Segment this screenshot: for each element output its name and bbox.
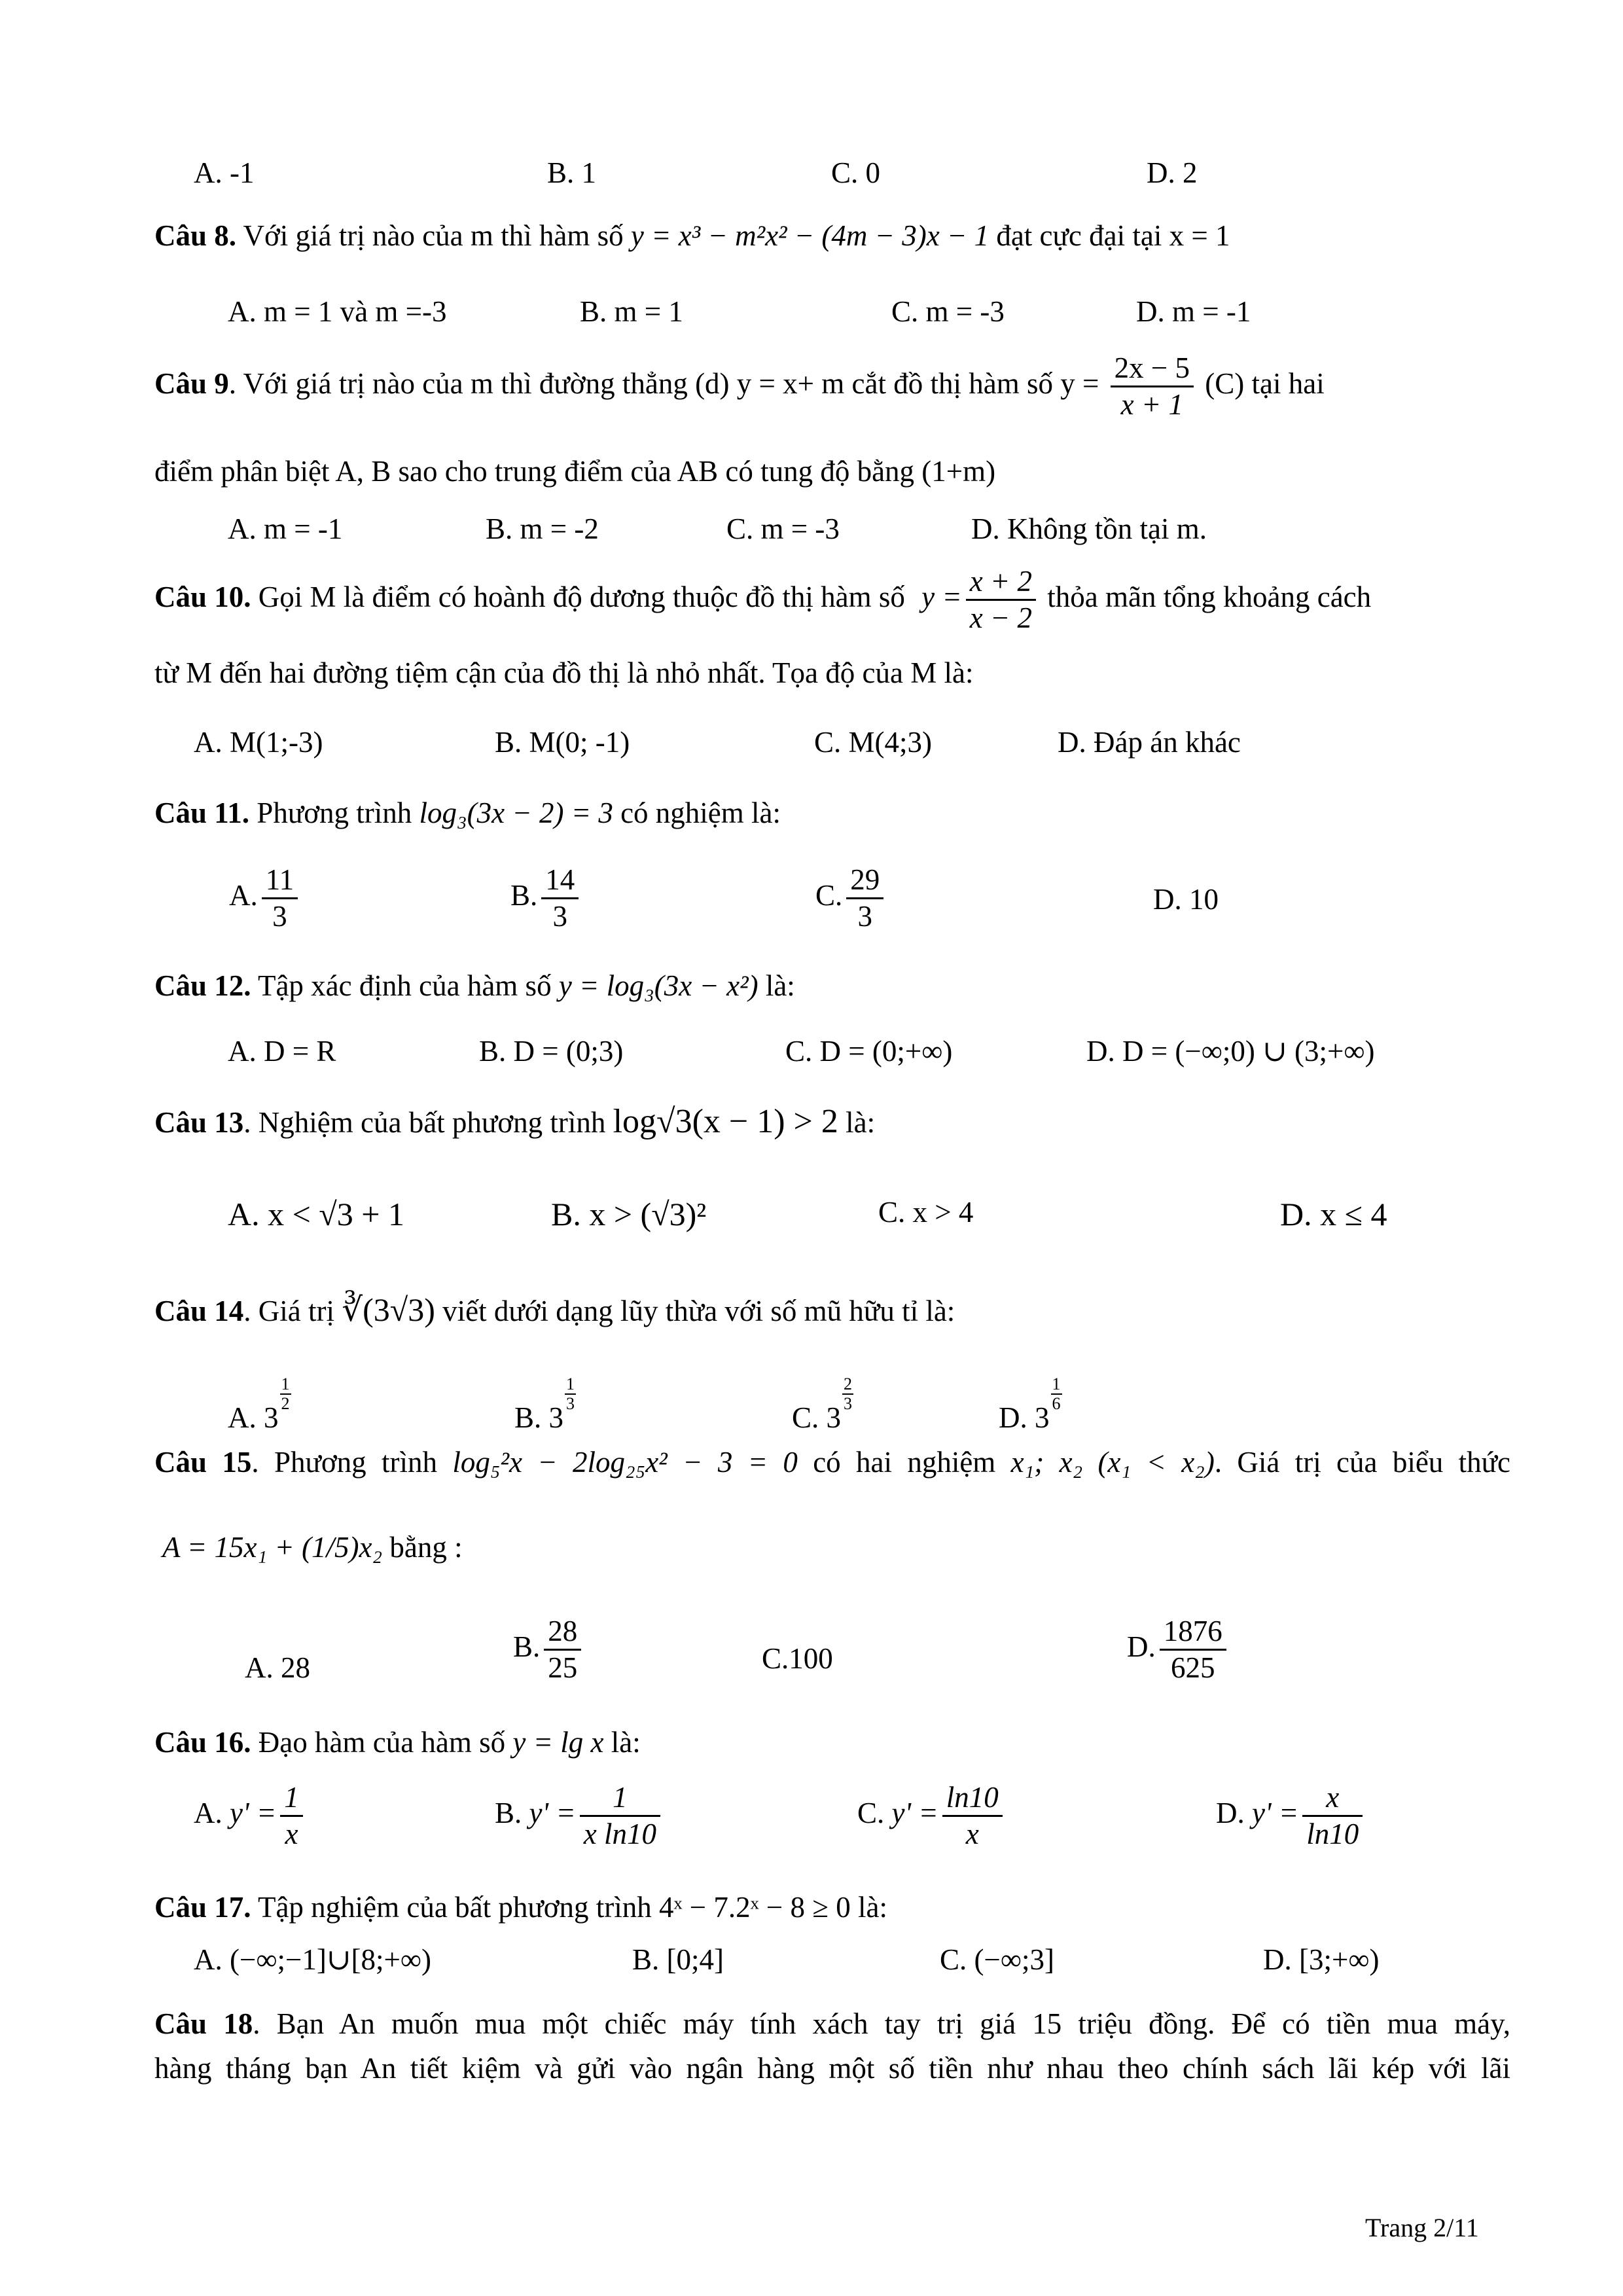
question-16 — [154, 1728, 641, 1757]
denominator: x — [285, 1818, 298, 1850]
q11-option-b — [510, 865, 582, 931]
option-letter: A. — [228, 1401, 257, 1434]
numerator: x + 2 — [966, 567, 1036, 601]
q12-option-a: A. D = R — [228, 1035, 336, 1067]
formula: y' = — [230, 1796, 277, 1829]
question-text: Tập xác định của hàm số — [257, 969, 552, 1002]
fraction — [846, 865, 883, 931]
numerator: 1 — [580, 1783, 660, 1817]
q10-option-c: C. M(4;3) — [814, 726, 932, 759]
q8-option-b: B. m = 1 — [580, 295, 683, 328]
q17-option-c: C. (−∞;3] — [940, 1943, 1054, 1976]
option-letter: D. — [1127, 1630, 1156, 1663]
formula: log√3(x − 1) > 2 — [613, 1103, 838, 1140]
question-text: viết dưới dạng lũy thừa với số mũ hữu tỉ là: — [442, 1295, 955, 1327]
q16-option-d — [1216, 1783, 1366, 1849]
fraction — [1302, 1783, 1363, 1849]
denominator: 3 — [844, 1394, 853, 1413]
question-18 — [154, 2009, 1510, 2039]
question-label: Câu 16. — [154, 1726, 251, 1759]
formula: 4ˣ − 7.2ˣ − 8 ≥ 0 — [659, 1891, 851, 1924]
q9-option-a: A. m = -1 — [228, 512, 343, 545]
q7-option-d: D. 2 — [1147, 156, 1198, 189]
question-18-line2: hàng tháng bạn An tiết kiệm và gửi vào ngân hàng một số tiền như nhau theo chính sách lãi kép với lãi — [154, 2052, 1510, 2085]
numerator: 1 — [281, 1374, 290, 1393]
q10-option-a: A. M(1;-3) — [194, 726, 323, 759]
question-text: Với giá trị nào của m thì hàm số — [243, 219, 624, 252]
option-letter: D. — [1216, 1796, 1245, 1829]
denominator: x — [965, 1818, 979, 1850]
question-8 — [154, 221, 1230, 251]
numerator: 1 — [1052, 1374, 1061, 1393]
q16-option-c — [857, 1783, 1007, 1849]
question-text: có hai nghiệm — [813, 1446, 996, 1479]
question-text: Tập nghiệm của bất phương trình — [257, 1891, 652, 1924]
q17-option-d: D. [3;+∞) — [1263, 1943, 1380, 1976]
q9-option-c: C. m = -3 — [726, 512, 840, 545]
q7-option-a: A. -1 — [194, 156, 255, 189]
question-label: Câu 11. — [154, 797, 250, 829]
base: 3 — [1035, 1401, 1050, 1434]
numerator: 14 — [541, 865, 579, 899]
q14-option-c — [792, 1376, 855, 1433]
q12-option-b: B. D = (0;3) — [479, 1035, 624, 1067]
question-11 — [154, 798, 781, 828]
q10-option-b: B. M(0; -1) — [495, 726, 630, 759]
numerator: ln10 — [942, 1783, 1003, 1817]
question-text: . Giá trị — [243, 1295, 334, 1327]
question-label: Câu 8. — [154, 219, 237, 252]
question-label: Câu 10. — [154, 580, 251, 613]
question-label: Câu 14 — [154, 1295, 244, 1327]
q11-option-c — [815, 865, 887, 931]
q13-option-c: C. x > 4 — [878, 1196, 974, 1229]
option-letter: A. — [229, 878, 258, 912]
question-text: . Giá trị của biểu thức — [1214, 1446, 1511, 1479]
q12-option-c: C. D = (0;+∞) — [785, 1035, 953, 1067]
question-text: Phương trình — [257, 797, 412, 829]
fraction — [942, 1783, 1003, 1849]
numerator: 28 — [544, 1617, 581, 1651]
denominator: 6 — [1052, 1394, 1061, 1413]
question-label: Câu 9 — [154, 367, 229, 400]
q8-option-d: D. m = -1 — [1136, 295, 1251, 328]
exponent-fraction — [842, 1376, 853, 1412]
q8-option-c: C. m = -3 — [891, 295, 1005, 328]
option-letter: C. — [792, 1401, 819, 1434]
q15-option-a: A. 28 — [245, 1651, 310, 1684]
fraction — [966, 567, 1036, 633]
question-9-line2: điểm phân biệt A, B sao cho trung điểm của AB có tung độ bằng (1+m) — [154, 455, 996, 488]
question-label: Câu 12. — [154, 969, 251, 1002]
exponent-fraction — [1051, 1376, 1062, 1412]
q11-option-a — [229, 865, 302, 931]
question-9 — [154, 353, 1325, 420]
numerator: 11 — [262, 865, 298, 899]
exponent-fraction — [280, 1376, 291, 1412]
option-letter: B. — [514, 1401, 542, 1434]
numerator: 1876 — [1160, 1617, 1226, 1651]
formula: y = lg x — [512, 1726, 604, 1759]
q14-option-b — [514, 1376, 577, 1433]
q16-option-b — [495, 1783, 664, 1849]
option-letter: A. — [194, 1796, 223, 1829]
q13-option-a: A. x < √3 + 1 — [228, 1196, 404, 1232]
question-text: là: — [765, 969, 795, 1002]
fraction — [541, 865, 579, 931]
question-text: có nghiệm là: — [620, 797, 781, 829]
denominator: 2 — [281, 1394, 290, 1413]
numerator: 1 — [280, 1783, 303, 1817]
question-text: là: — [858, 1891, 887, 1924]
formula: y' = — [1252, 1796, 1299, 1829]
question-15 — [154, 1448, 1510, 1477]
denominator: 3 — [272, 900, 287, 933]
question-label: Câu 13 — [154, 1106, 244, 1139]
question-12 — [154, 971, 795, 1001]
q8-option-a: A. m = 1 và m =-3 — [228, 295, 447, 328]
question-text: . Với giá trị nào của m thì đường thẳng (d) y = x+ m cắt đồ thị hàm số y = — [228, 367, 1099, 400]
formula: y = log₃(3x − x²) — [558, 969, 758, 1002]
denominator: x ln10 — [583, 1818, 656, 1850]
question-text: là: — [846, 1106, 876, 1139]
numerator: x — [1302, 1783, 1363, 1817]
q7-option-b: B. 1 — [547, 156, 597, 189]
formula: log₃(3x − 2) = 3 — [419, 797, 613, 829]
question-13 — [154, 1105, 875, 1139]
fraction — [544, 1617, 581, 1683]
q12-option-d: D. D = (−∞;0) ∪ (3;+∞) — [1086, 1035, 1375, 1067]
denominator: 625 — [1171, 1651, 1215, 1684]
denominator: 3 — [552, 900, 568, 933]
q15-option-d — [1127, 1617, 1230, 1683]
question-label: Câu 17. — [154, 1891, 251, 1924]
q17-option-b: B. [0;4] — [632, 1943, 724, 1976]
formula: y = x³ − m²x² − (4m − 3)x − 1 — [630, 219, 990, 252]
fraction — [262, 865, 298, 931]
option-letter: D. — [999, 1401, 1027, 1434]
question-text: (C) tại hai — [1205, 367, 1325, 400]
q9-option-b: B. m = -2 — [486, 512, 599, 545]
q14-option-d — [999, 1376, 1063, 1433]
option-letter: C. — [857, 1796, 885, 1829]
formula: ∛(3√3) — [342, 1291, 435, 1328]
question-label: Câu 15 — [154, 1446, 252, 1479]
base: 3 — [826, 1401, 842, 1434]
q17-option-a: A. (−∞;−1]∪[8;+∞) — [194, 1943, 431, 1976]
question-10-line2: từ M đến hai đường tiệm cận của đồ thị là nhỏ nhất. Tọa độ của M là: — [154, 656, 974, 689]
option-letter: B. — [510, 878, 538, 912]
question-label: Câu 18 — [154, 2007, 253, 2040]
q16-option-a — [194, 1783, 307, 1849]
question-15-line2 — [162, 1533, 463, 1562]
fraction — [1160, 1617, 1226, 1683]
numerator: 29 — [846, 865, 883, 899]
formula: y' = — [529, 1796, 576, 1829]
q10-option-d: D. Đáp án khác — [1058, 726, 1241, 759]
question-14 — [154, 1293, 955, 1326]
formula: A = 15x₁ + (1/5)x₂ — [162, 1531, 383, 1564]
numerator: 1 — [566, 1374, 575, 1393]
exponent-fraction — [565, 1376, 576, 1412]
base: 3 — [264, 1401, 279, 1434]
q15-option-c: C.100 — [762, 1642, 833, 1675]
formula: y' = — [891, 1796, 938, 1829]
fraction — [580, 1783, 660, 1849]
denominator: ln10 — [1306, 1818, 1359, 1850]
formula: x₁; x₂ (x₁ < x₂) — [1010, 1446, 1215, 1479]
base: 3 — [548, 1401, 564, 1434]
denominator: 3 — [566, 1394, 575, 1413]
question-10 — [154, 567, 1371, 633]
q15-option-b — [513, 1617, 585, 1683]
page-number: Trang 2/11 — [1365, 2213, 1479, 2242]
numerator: 2x − 5 — [1111, 353, 1194, 387]
question-text: Gọi M là điểm có hoành độ dương thuộc đồ thị hàm số — [258, 580, 905, 613]
option-letter: B. — [513, 1630, 541, 1663]
denominator: 25 — [548, 1651, 578, 1684]
option-letter: C. — [815, 878, 843, 912]
question-text: đạt cực đại tại x = 1 — [996, 219, 1230, 252]
numerator: 2 — [844, 1374, 853, 1393]
question-text: . Phương trình — [251, 1446, 438, 1479]
formula: y = — [921, 580, 962, 613]
question-text: là: — [611, 1726, 641, 1759]
question-text: bằng : — [389, 1531, 463, 1564]
q9-option-d: D. Không tồn tại m. — [971, 512, 1207, 545]
question-text: . Bạn An muốn mua một chiếc máy tính xách tay trị giá 15 triệu đồng. Để có tiền mua máy, — [253, 2007, 1510, 2040]
question-17 — [154, 1893, 887, 1922]
fraction — [1111, 353, 1194, 420]
fraction — [280, 1783, 303, 1849]
question-text: . Nghiệm của bất phương trình — [243, 1106, 606, 1139]
q13-option-b: B. x > (√3)² — [551, 1196, 707, 1232]
denominator: x + 1 — [1120, 388, 1183, 421]
option-letter: B. — [495, 1796, 522, 1829]
q14-option-a — [228, 1376, 293, 1433]
q13-option-d: D. x ≤ 4 — [1280, 1196, 1387, 1232]
denominator: x − 2 — [969, 601, 1033, 634]
question-text: thỏa mãn tổng khoảng cách — [1047, 580, 1372, 613]
q7-option-c: C. 0 — [831, 156, 881, 189]
question-text: Đạo hàm của hàm số — [258, 1726, 506, 1759]
q11-option-d: D. 10 — [1153, 883, 1219, 916]
denominator: 3 — [857, 900, 873, 933]
formula: log₅²x − 2log₂₅x² − 3 = 0 — [452, 1446, 798, 1479]
